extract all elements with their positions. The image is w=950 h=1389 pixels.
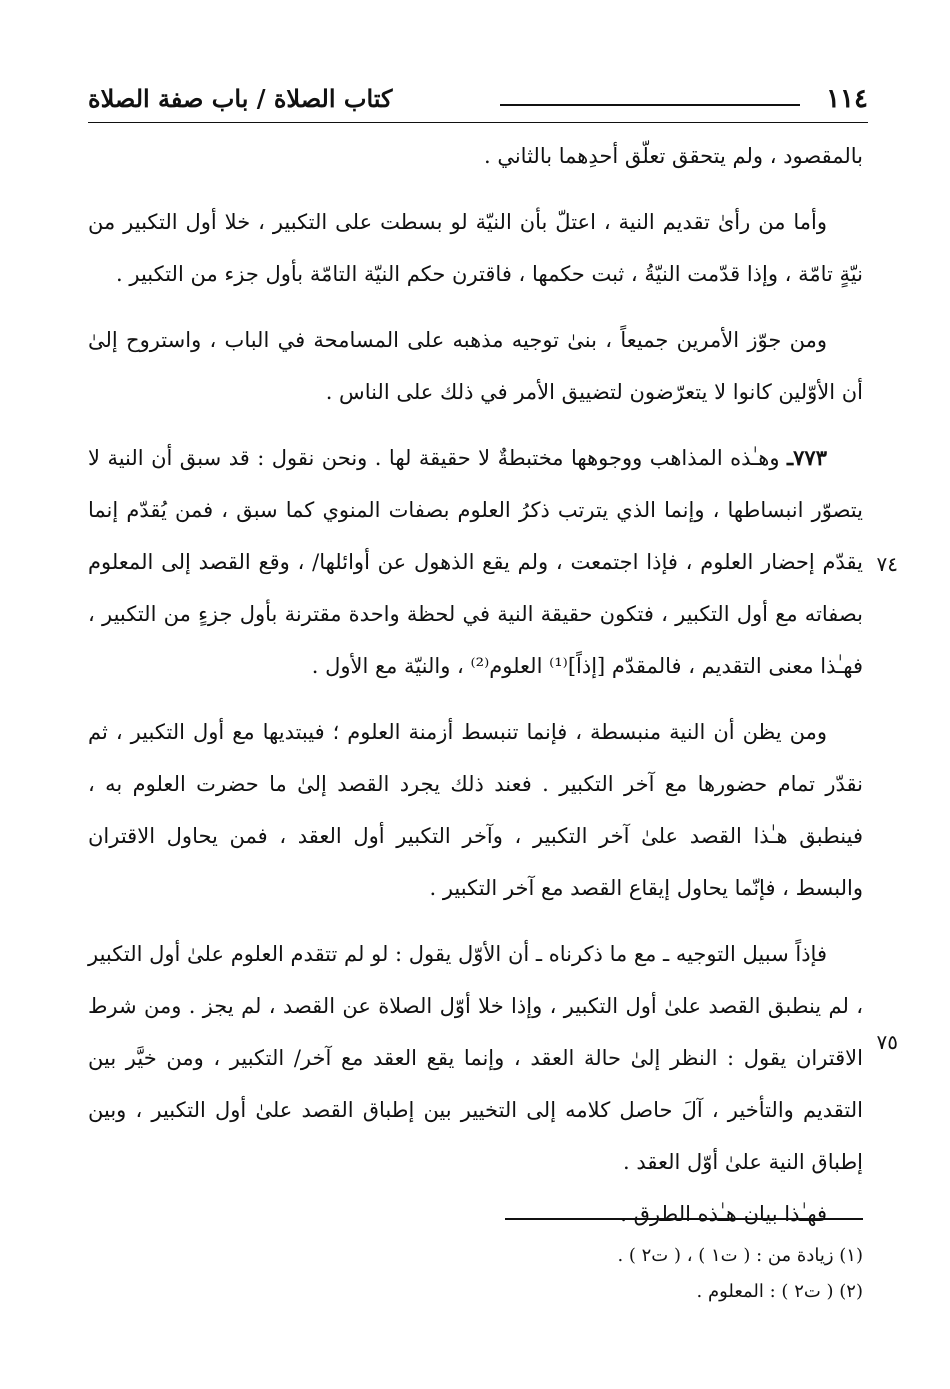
paragraph: بالمقصود ، ولم يتحقق تعلّق أحدِهما بالثاني .	[483, 144, 863, 168]
margin-folio-number: ٧٥	[876, 1030, 898, 1054]
page-header	[88, 84, 868, 118]
header-leader-rule	[500, 104, 800, 106]
footnotes	[300, 1238, 863, 1310]
paragraph: فهـٰذا بيان هـٰذه الطرق .	[620, 1202, 827, 1226]
paragraph: ومن يظن أن النية منبسطة ، فإنما تنبسط أزمنة العلوم ؛ فيبتديها مع أول التكبير ، ثم نقدّر تمام حضورها مع آخر التكبير . فعند ذلك يجرد القصد إلىٰ ما حضرت العلوم به ، فينطبق هـٰذا القصد علىٰ آخر التكبير ، وآخر التكبير أول العقد ، فمن يحاول الاقتران والبسط ، فإنّما يحاول إيقاع القصد مع آخر التكبير .	[88, 720, 863, 900]
section-number: ٧٧٣ـ	[787, 445, 827, 470]
paragraph-text: وهـٰذه المذاهب ووجوهها مختبطةٌ لا حقيقة لها . ونحن نقول : قد سبق أن النية لا يتصوّر انبساطها ، وإنما الذي يترتب ذكرُ العلوم بصفات المنوي كما سبق ، فمن يُقدّم إنما يقدّم إحضار العلوم ، فإذا اجتمعت ، ولم يقع الذهول عن أوائلها/ ، وقع القصد إلى المعلوم بصفاته مع أول التكبير ، فتكون حقيقة النية في لحظة واحدة مقترنة بأول جزءٍ من التكبير ، فهـٰذا معنى التقديم ، فالمقدّم [إذاً]⁽¹⁾ العلوم⁽²⁾ ، والنيّة مع الأول .	[88, 446, 863, 678]
running-title: كتاب الصلاة / باب صفة الصلاة	[88, 84, 393, 113]
margin-folio-number: ٧٤	[876, 552, 898, 576]
paragraph-773	[88, 432, 863, 692]
paragraph: فإذاً سبيل التوجيه ـ مع ما ذكرناه ـ أن الأوّل يقول : لو لم تتقدم العلوم علىٰ أول التكبير ، لم ينطبق القصد علىٰ أول التكبير ، وإذا خلا أوّل الصلاة عن القصد ، لم يجز . ومن شرط الاقتران يقول : النظر إلىٰ حالة العقد ، وإنما يقع العقد مع آخر/ التكبير ، ومن خيَّر بين التقديم والتأخير ، آلَ حاصل كلامه إلى التخيير بين إطباق القصد علىٰ أول التكبير ، وبين إطباق النية علىٰ أوّل العقد .	[88, 942, 863, 1174]
footnote: (١) زيادة من : ( ت١ ) ، ( ت٢ ) .	[617, 1245, 863, 1266]
main-text	[88, 130, 863, 1240]
footnote-divider	[505, 1218, 863, 1220]
page-number: ١١٤	[826, 84, 868, 114]
header-divider	[88, 122, 868, 123]
paragraph: وأما من رأىٰ تقديم النية ، اعتلّ بأن النيّة لو بسطت على التكبير ، خلا أول التكبير من نيّةٍ تامّة ، وإذا قدّمت النيّةُ ، ثبت حكمها ، فاقترن حكم النيّة التامّة بأول جزء من التكبير .	[88, 210, 863, 286]
paragraph: ومن جوّز الأمرين جميعاً ، بنىٰ توجيه مذهبه على المسامحة في الباب ، واستروح إلىٰ أن الأوّلين كانوا لا يتعرّضون لتضييق الأمر في ذلك على الناس .	[88, 328, 863, 404]
footnote: (٢) ( ت٢ ) : المعلوم .	[696, 1281, 863, 1302]
